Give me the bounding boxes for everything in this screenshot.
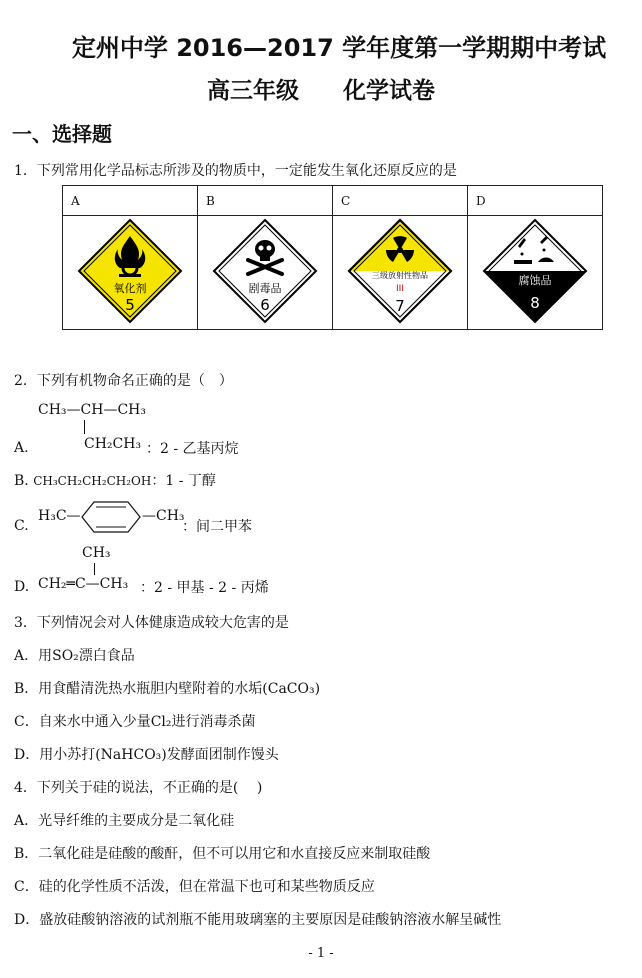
option-a-formula-line1: CH₃—CH—CH₃ (38, 402, 146, 418)
option-d-name: ：2 - 甲基 - 2 - 丙烯 (140, 580, 269, 596)
toxic-sign (210, 216, 320, 326)
header-cell-a: A (63, 186, 198, 216)
option-b (14, 470, 216, 490)
sign-number-toxic: 6 (260, 296, 270, 314)
option-d-top: CH₃ (82, 545, 111, 561)
corrosive-sign (480, 216, 590, 326)
option-a-label: A. (14, 440, 29, 456)
subject-label: 化学试卷 (343, 78, 435, 104)
header-cell-b: B (198, 186, 333, 216)
question-2-text: 2．下列有机物命名正确的是（ ） (14, 373, 233, 389)
option-b-name: ：1 - 丁醇 (151, 473, 216, 489)
q3-option-c: C．自来水中通入少量Cl₂进行消毒杀菌 (14, 714, 256, 730)
section-heading: 一、选择题 (12, 122, 112, 146)
hazard-sign-table (62, 185, 603, 330)
exam-subtitle (0, 72, 642, 105)
header-cell-c: C (333, 186, 468, 216)
option-c-left: H₃C— (38, 508, 81, 524)
q4-option-d: D．盛放硅酸钠溶液的试剂瓶不能用玻璃塞的主要原因是硅酸钠溶液水解呈碱性 (14, 912, 502, 928)
option-c-name: ：间二甲苯 (182, 519, 252, 535)
question-4-text: 4．下列关于硅的说法，不正确的是( ) (14, 780, 263, 796)
oxidizer-sign (75, 216, 185, 326)
sign-cell-toxic (198, 216, 333, 330)
sign-number-corrosive: 8 (530, 294, 540, 312)
q3-option-b: B．用食醋清洗热水瓶胆内壁附着的水垢(CaCO₃) (14, 681, 321, 697)
q4-option-b: B．二氧化硅是硅酸的酸酐，但不可以用它和水直接反应来制取硅酸 (14, 846, 431, 862)
option-c-right: —CH₃ (142, 508, 185, 524)
sign-cell-corrosive (468, 216, 603, 330)
option-c-label: C. (14, 518, 29, 534)
sign-label-corrosive: 腐蚀品 (518, 274, 552, 287)
sign-cell-oxidizer (63, 216, 198, 330)
sign-label-oxidizer: 氧化剂 (113, 282, 147, 295)
grade-label: 高三年级 (206, 78, 299, 104)
q3-option-d: D．用小苏打(NaHCO₃)发酵面团制作馒头 (14, 747, 279, 763)
q4-option-a: A．光导纤维的主要成分是二氧化硅 (14, 813, 235, 829)
q4-option-c: C．硅的化学性质不活泼，但在常温下也可和某些物质反应 (14, 879, 375, 895)
sign-roman-radioactive: III (396, 284, 404, 294)
header-cell-d: D (468, 186, 603, 216)
option-a-name: ：2 - 乙基丙烷 (146, 441, 239, 457)
option-d-bond (94, 563, 95, 575)
option-a-bond (84, 420, 85, 434)
option-d-label: D. (14, 579, 30, 595)
q3-option-a: A．用SO₂漂白食品 (14, 648, 135, 664)
option-b-label: B. (14, 473, 29, 489)
radioactive-sign (345, 216, 455, 326)
sign-label-radioactive: 三级放射性物品 (372, 271, 428, 280)
sign-number-radioactive: 7 (395, 297, 405, 315)
option-a-formula-line2: CH₂CH₃ (84, 436, 142, 452)
sign-number-oxidizer: 5 (125, 296, 135, 314)
exam-title: 定州中学 2016—2017 学年度第一学期期中考试 (71, 34, 607, 62)
option-d-formula: CH₂═C—CH₃ (38, 576, 129, 592)
question-1-text: 1．下列常用化学品标志所涉及的物质中，一定能发生氧化还原反应的是 (14, 163, 457, 179)
benzene-ring-icon (80, 500, 142, 534)
sign-label-toxic: 剧毒品 (248, 282, 282, 295)
sign-cell-radioactive (333, 216, 468, 330)
option-b-formula: CH₃CH₂CH₂CH₂OH (33, 474, 152, 488)
question-3-text: 3．下列情况会对人体健康造成较大危害的是 (14, 615, 289, 631)
page-number: - 1 - (308, 946, 334, 961)
